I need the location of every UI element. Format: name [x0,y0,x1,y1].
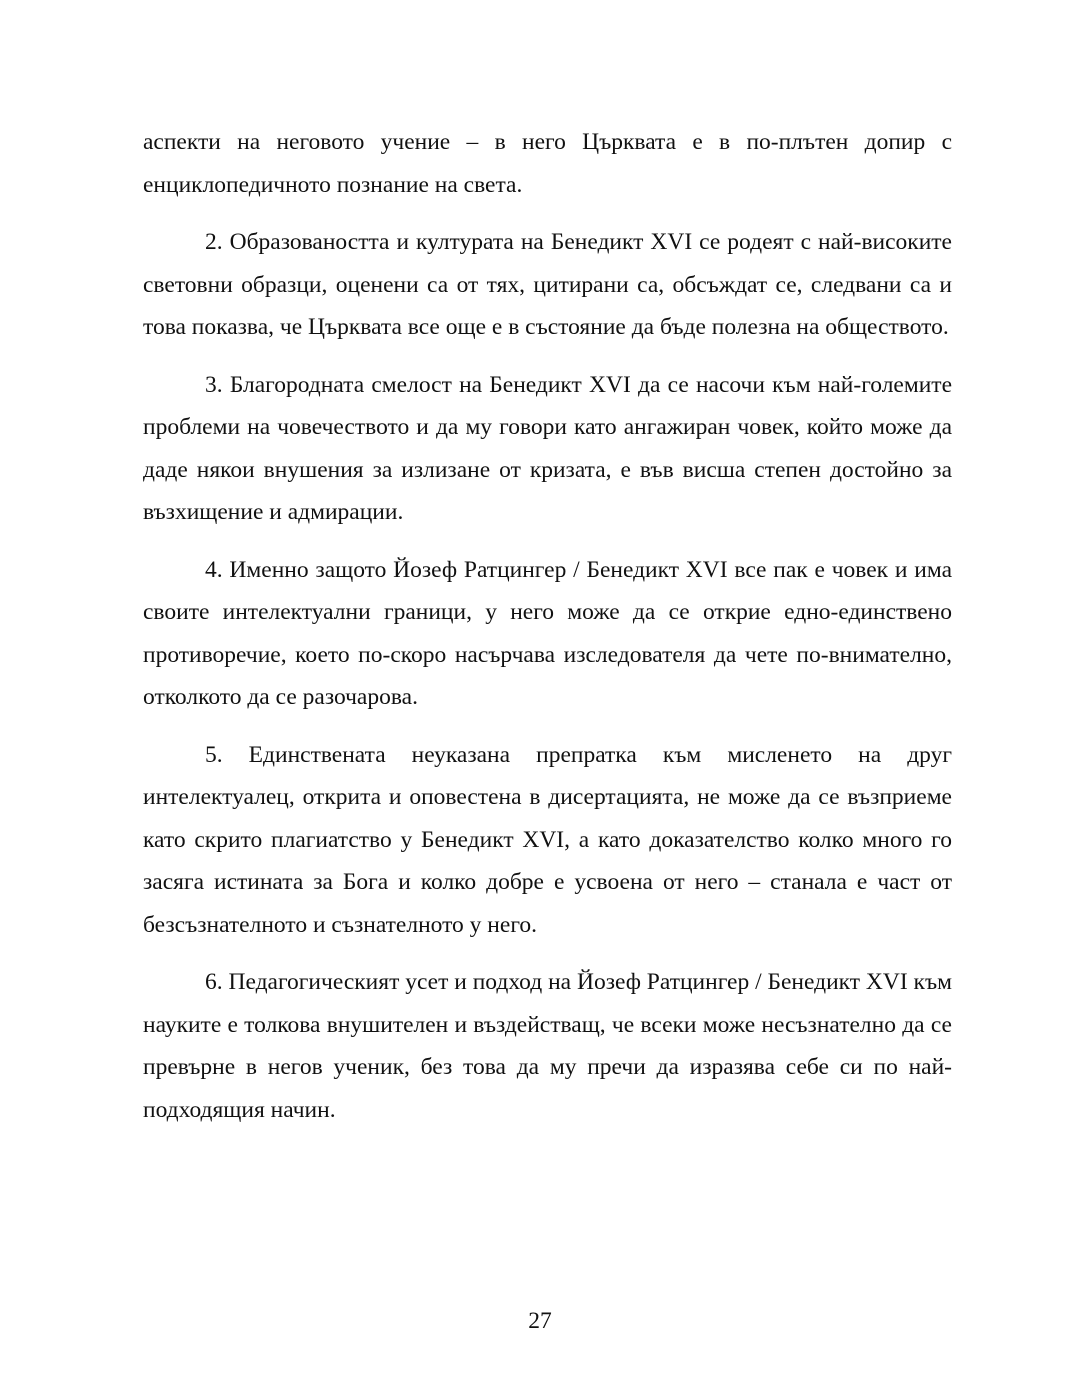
body-text [143,121,952,1146]
paragraph-4: 4. Именно защото Йозеф Ратцингер / Бенедикт XVI все пак е човек и има своите интелектуални граници, у него може да се открие едно-единствено противоречие, което по-скоро насърчава изследователя да чете по-внимателно, отколкото да се разочарова. [143,556,952,710]
paragraph-2: 2. Образоваността и културата на Бенедикт XVI се родеят с най-високите световни образци, оценени са от тях, цитирани са, обсъждат се, следвани са и това показва, че Църквата все още е в състояние да бъде полезна на обществото. [143,229,952,340]
paragraph-3: 3. Благородната смелост на Бенедикт XVI да се насочи към най-големите проблеми на човечеството и да му говори като ангажиран човек, който може да даде някои внушения за излизане от кризата, е във висша степен достойно за възхищение и адмирации. [143,371,952,525]
page-number: 27 [528,1308,552,1334]
paragraph-5: 5. Единствената неуказана препратка към мисленето на друг интелектуалец, открита и оповестена в дисертацията, не може да се възприеме като скрито плагиатство у Бенедикт XVI, а като доказателство колко много го засяга истината за Бога и колко добре е усвоена от него – станала е част от безсъзнателното и съзнателното у него. [143,741,952,938]
paragraph-continued: аспекти на неговото учение – в него Църквата е в по-плътен допир с енциклопедичното познание на света. [143,129,952,198]
paragraph-6: 6. Педагогическият усет и подход на Йозеф Ратцингер / Бенедикт XVI към науките е толкова внушителен и въздействащ, че всеки може несъзнателно да се превърне в негов ученик, без това да му пречи да изразява себе си по най-подходящия начин. [143,969,952,1123]
